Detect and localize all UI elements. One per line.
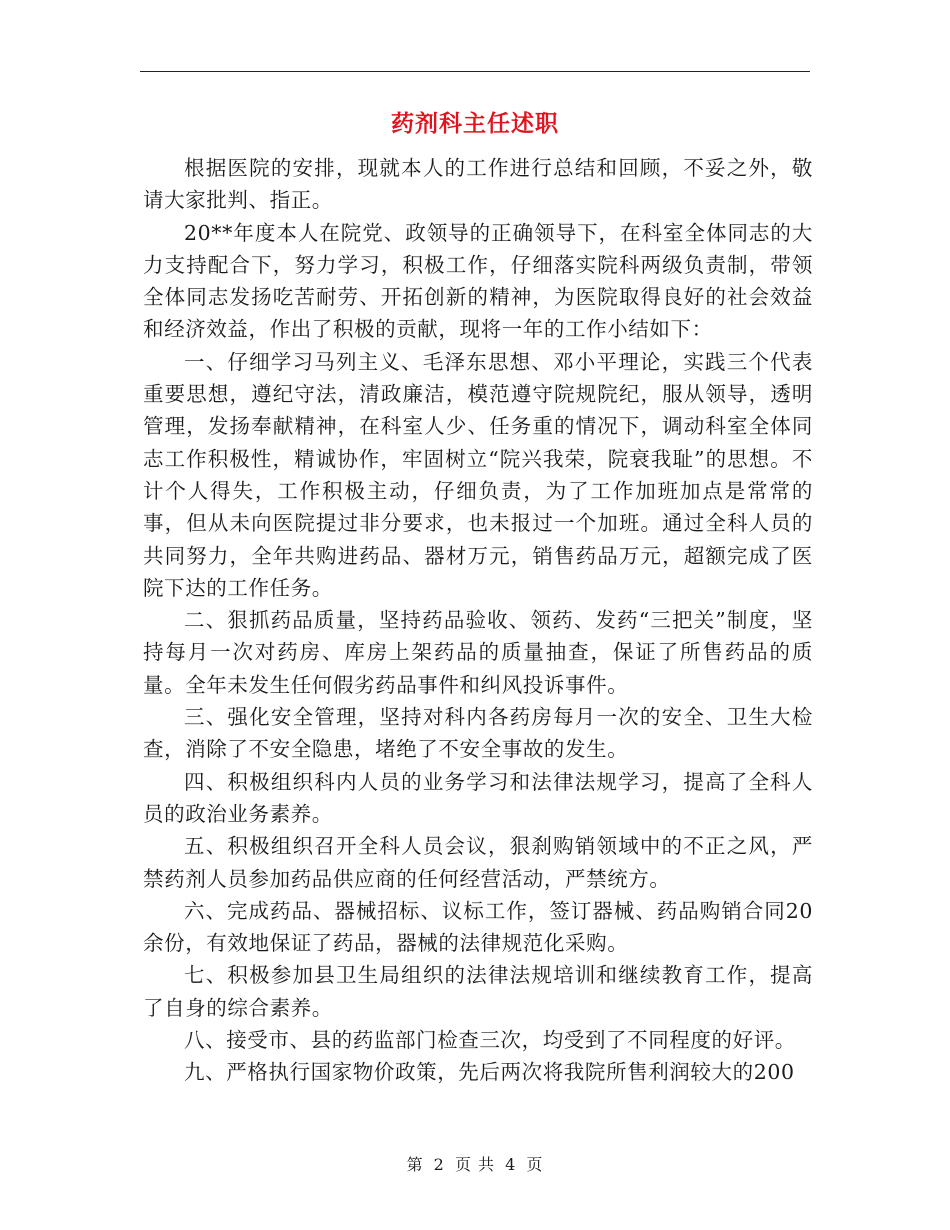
paragraph-item-5: 五、积极组织召开全科人员会议，狠刹购销领域中的不正之风，严禁药剂人员参加药品供应商的任何经营活动，严禁统方。 <box>143 834 813 891</box>
paragraph-overview: 20**年度本人在院党、政领导的正确领导下，在科室全体同志的大力支持配合下，努力学习，积极工作，仔细落实院科两级负责制，带领全体同志发扬吃苦耐劳、开拓创新的精神，为医院取得良好的社会效益和经济效益，作出了积极的贡献，现将一年的工作小结如下： <box>143 220 813 342</box>
footer-middle: 页 共 <box>454 1155 496 1174</box>
paragraph-item-9: 九、严格执行国家物价政策，先后两次将我院所售利润较大的200 <box>184 1060 795 1085</box>
footer-current-page: 2 <box>433 1155 445 1174</box>
paragraph-item-7: 七、积极参加县卫生局组织的法律法规培训和继续教育工作，提高了自身的综合素养。 <box>143 963 813 1020</box>
paragraph-item-3: 三、强化安全管理，坚持对科内各药房每月一次的安全、卫生大检查，消除了不安全隐患，堵绝了不安全事故的发生。 <box>143 705 813 762</box>
page-footer <box>0 1152 950 1175</box>
paragraph-item-4: 四、积极组织科内人员的业务学习和法律法规学习，提高了全科人员的政治业务素养。 <box>143 769 813 826</box>
paragraph-intro: 根据医院的安排，现就本人的工作进行总结和回顾，不妥之外，敬请大家批判、指正。 <box>143 156 813 213</box>
document-body <box>143 152 813 1089</box>
footer-suffix: 页 <box>526 1155 544 1174</box>
paragraph-item-6: 六、完成药品、器械招标、议标工作，签订器械、药品购销合同20余份，有效地保证了药品，器械的法律规范化采购。 <box>143 898 813 956</box>
paragraph-item-2: 二、狠抓药品质量，坚持药品验收、领药、发药“三把关”制度，坚持每月一次对药房、库房上架药品的质量抽查，保证了所售药品的质量。全年未发生任何假劣药品事件和纠风投诉事件。 <box>143 608 813 697</box>
header-rule <box>140 71 810 72</box>
paragraph-item-8: 八、接受市、县的药监部门检查三次，均受到了不同程度的好评。 <box>184 1028 796 1053</box>
footer-prefix: 第 <box>406 1155 424 1174</box>
paragraph-item-1: 一、仔细学习马列主义、毛泽东思想、邓小平理论，实践三个代表重要思想，遵纪守法，清政廉洁，模范遵守院规院纪，服从领导，透明管理，发扬奉献精神，在科室人少、任务重的情况下，调动科室全体同志工作积极性，精诚协作，牢固树立“院兴我荣，院衰我耻”的思想。不计个人得失，工作积极主动，仔细负责，为了工作加班加点是常常的事，但从未向医院提过非分要求，也未报过一个加班。通过全科人员的共同努力，全年共购进药品、器材万元，销售药品万元，超额完成了医院下达的工作任务。 <box>143 349 813 600</box>
document-title: 药剂科主任述职 <box>391 110 559 137</box>
footer-total-pages: 4 <box>505 1155 517 1174</box>
